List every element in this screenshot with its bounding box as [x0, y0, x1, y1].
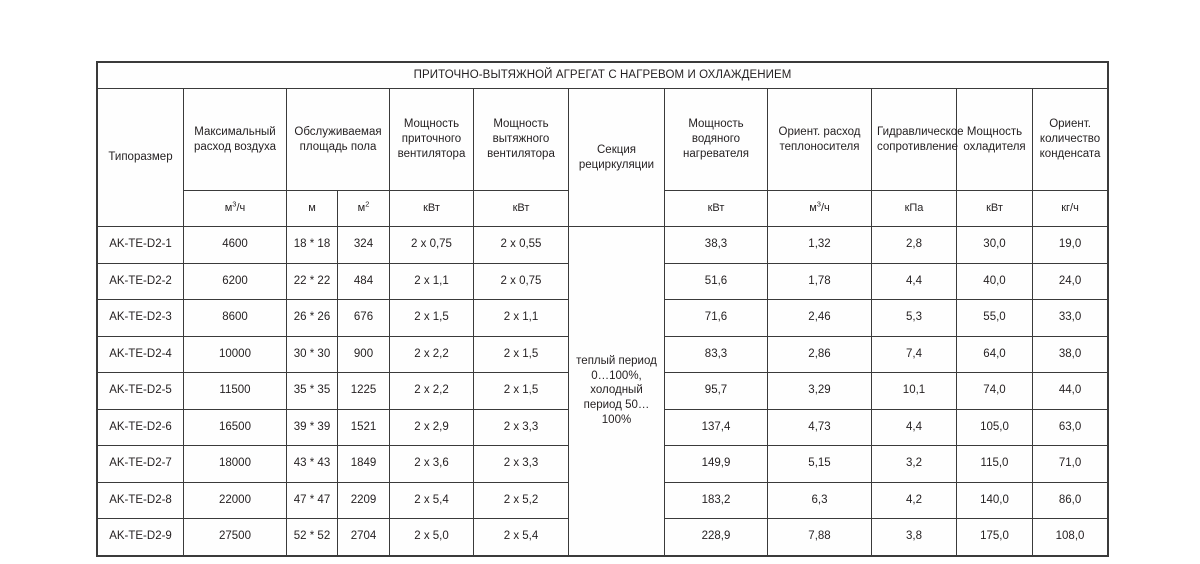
cell-cooler-power: 105,0	[957, 409, 1033, 446]
specification-sheet	[97, 62, 1107, 543]
cell-max-airflow: 22000	[184, 482, 287, 519]
cell-exhaust-fan-power: 2 x 5,2	[474, 482, 569, 519]
table-title-row	[98, 63, 1108, 89]
cell-hydraulic-resistance: 3,8	[872, 519, 957, 556]
cell-supply-fan-power: 2 x 2,9	[390, 409, 474, 446]
cell-cooler-power: 115,0	[957, 446, 1033, 483]
cell-condensate-amount: 44,0	[1033, 373, 1108, 410]
cell-served-side: 22 * 22	[287, 263, 338, 300]
cell-served-side: 26 * 26	[287, 300, 338, 337]
unit-supply-fan-power: кВт	[390, 191, 474, 227]
cell-hydraulic-resistance: 5,3	[872, 300, 957, 337]
cell-supply-fan-power: 2 x 5,0	[390, 519, 474, 556]
cell-served-area: 324	[338, 227, 390, 264]
cell-model: AK-TE-D2-5	[98, 373, 184, 410]
cell-exhaust-fan-power: 2 x 5,4	[474, 519, 569, 556]
cell-served-side: 18 * 18	[287, 227, 338, 264]
cell-water-heater-power: 183,2	[665, 482, 768, 519]
cell-condensate-amount: 86,0	[1033, 482, 1108, 519]
cell-hydraulic-resistance: 10,1	[872, 373, 957, 410]
cell-served-side: 35 * 35	[287, 373, 338, 410]
cell-supply-fan-power: 2 x 2,2	[390, 373, 474, 410]
column-header-coolant-flow: Ориент. расход теплоносителя	[768, 89, 872, 191]
cell-max-airflow: 18000	[184, 446, 287, 483]
cell-exhaust-fan-power: 2 x 3,3	[474, 409, 569, 446]
cell-supply-fan-power: 2 x 1,5	[390, 300, 474, 337]
cell-coolant-flow: 2,46	[768, 300, 872, 337]
cell-coolant-flow: 6,3	[768, 482, 872, 519]
cell-served-area: 900	[338, 336, 390, 373]
cell-recirculation-section: теплый период 0…100%, холодный период 50…100%	[569, 227, 665, 556]
cell-served-area: 484	[338, 263, 390, 300]
cell-max-airflow: 10000	[184, 336, 287, 373]
cell-hydraulic-resistance: 4,4	[872, 263, 957, 300]
cell-coolant-flow: 4,73	[768, 409, 872, 446]
cell-hydraulic-resistance: 4,2	[872, 482, 957, 519]
cell-coolant-flow: 2,86	[768, 336, 872, 373]
cell-hydraulic-resistance: 7,4	[872, 336, 957, 373]
cell-served-side: 52 * 52	[287, 519, 338, 556]
cell-condensate-amount: 38,0	[1033, 336, 1108, 373]
unit-exhaust-fan-power: кВт	[474, 191, 569, 227]
cell-model: AK-TE-D2-2	[98, 263, 184, 300]
cell-served-side: 43 * 43	[287, 446, 338, 483]
cell-model: AK-TE-D2-3	[98, 300, 184, 337]
unit-water-heater-power: кВт	[665, 191, 768, 227]
cell-coolant-flow: 1,32	[768, 227, 872, 264]
cell-max-airflow: 11500	[184, 373, 287, 410]
column-header-recirculation-section: Секция рециркуляции	[569, 89, 665, 227]
cell-cooler-power: 30,0	[957, 227, 1033, 264]
cell-served-area: 2209	[338, 482, 390, 519]
cell-max-airflow: 27500	[184, 519, 287, 556]
cell-max-airflow: 8600	[184, 300, 287, 337]
column-header-hydraulic-resistance: Гидравлическое сопротивление	[872, 89, 957, 191]
cell-supply-fan-power: 2 x 3,6	[390, 446, 474, 483]
cell-coolant-flow: 3,29	[768, 373, 872, 410]
column-header-max-airflow: Максимальный расход воздуха	[184, 89, 287, 191]
cell-cooler-power: 40,0	[957, 263, 1033, 300]
cell-max-airflow: 16500	[184, 409, 287, 446]
cell-exhaust-fan-power: 2 x 1,5	[474, 336, 569, 373]
cell-coolant-flow: 5,15	[768, 446, 872, 483]
unit-coolant-flow: $м^3/ч$	[768, 191, 872, 227]
unit-max-airflow: $м^3/ч$	[184, 191, 287, 227]
cell-exhaust-fan-power: 2 x 0,55	[474, 227, 569, 264]
cell-water-heater-power: 83,3	[665, 336, 768, 373]
cell-supply-fan-power: 2 x 2,2	[390, 336, 474, 373]
column-header-exhaust-fan-power: Мощность вытяжного вентилятора	[474, 89, 569, 191]
unit-cooler-power: кВт	[957, 191, 1033, 227]
cell-cooler-power: 55,0	[957, 300, 1033, 337]
header-group-row	[98, 89, 1108, 191]
cell-supply-fan-power: 2 x 1,1	[390, 263, 474, 300]
cell-water-heater-power: 38,3	[665, 227, 768, 264]
cell-condensate-amount: 33,0	[1033, 300, 1108, 337]
cell-water-heater-power: 228,9	[665, 519, 768, 556]
cell-model: AK-TE-D2-7	[98, 446, 184, 483]
cell-exhaust-fan-power: 2 x 3,3	[474, 446, 569, 483]
cell-hydraulic-resistance: 2,8	[872, 227, 957, 264]
cell-served-area: 1225	[338, 373, 390, 410]
column-header-supply-fan-power: Мощность приточного вентилятора	[390, 89, 474, 191]
cell-model: AK-TE-D2-1	[98, 227, 184, 264]
cell-condensate-amount: 71,0	[1033, 446, 1108, 483]
cell-water-heater-power: 71,6	[665, 300, 768, 337]
cell-model: AK-TE-D2-6	[98, 409, 184, 446]
cell-max-airflow: 4600	[184, 227, 287, 264]
table-title: ПРИТОЧНО-ВЫТЯЖНОЙ АГРЕГАТ С НАГРЕВОМ И ОХЛАЖДЕНИЕМ	[98, 63, 1108, 89]
cell-coolant-flow: 7,88	[768, 519, 872, 556]
cell-max-airflow: 6200	[184, 263, 287, 300]
column-header-model: Типоразмер	[98, 89, 184, 227]
column-header-cooler-power: Мощность охладителя	[957, 89, 1033, 191]
cell-served-area: 2704	[338, 519, 390, 556]
cell-cooler-power: 175,0	[957, 519, 1033, 556]
cell-condensate-amount: 19,0	[1033, 227, 1108, 264]
cell-water-heater-power: 51,6	[665, 263, 768, 300]
cell-water-heater-power: 149,9	[665, 446, 768, 483]
cell-water-heater-power: 95,7	[665, 373, 768, 410]
cell-served-side: 47 * 47	[287, 482, 338, 519]
unit-hydraulic-resistance: кПа	[872, 191, 957, 227]
unit-condensate-amount: кг/ч	[1033, 191, 1108, 227]
cell-hydraulic-resistance: 4,4	[872, 409, 957, 446]
cell-model: AK-TE-D2-4	[98, 336, 184, 373]
cell-served-area: 676	[338, 300, 390, 337]
cell-condensate-amount: 63,0	[1033, 409, 1108, 446]
cell-cooler-power: 140,0	[957, 482, 1033, 519]
unit-served-side: м	[287, 191, 338, 227]
cell-served-side: 30 * 30	[287, 336, 338, 373]
cell-coolant-flow: 1,78	[768, 263, 872, 300]
column-header-served-area: Обслуживаемая площадь пола	[287, 89, 390, 191]
column-header-condensate-amount: Ориент. количество конденсата	[1033, 89, 1108, 191]
cell-model: AK-TE-D2-9	[98, 519, 184, 556]
unit-served-area: $м^2$	[338, 191, 390, 227]
cell-condensate-amount: 108,0	[1033, 519, 1108, 556]
cell-served-side: 39 * 39	[287, 409, 338, 446]
cell-served-area: 1521	[338, 409, 390, 446]
cell-supply-fan-power: 2 x 0,75	[390, 227, 474, 264]
cell-exhaust-fan-power: 2 x 1,1	[474, 300, 569, 337]
cell-condensate-amount: 24,0	[1033, 263, 1108, 300]
cell-cooler-power: 74,0	[957, 373, 1033, 410]
cell-exhaust-fan-power: 2 x 0,75	[474, 263, 569, 300]
cell-served-area: 1849	[338, 446, 390, 483]
column-header-water-heater-power: Мощность водяного нагревателя	[665, 89, 768, 191]
cell-exhaust-fan-power: 2 x 1,5	[474, 373, 569, 410]
cell-hydraulic-resistance: 3,2	[872, 446, 957, 483]
specification-table	[97, 62, 1108, 556]
table-row	[98, 227, 1108, 264]
cell-cooler-power: 64,0	[957, 336, 1033, 373]
cell-water-heater-power: 137,4	[665, 409, 768, 446]
cell-supply-fan-power: 2 x 5,4	[390, 482, 474, 519]
table-body	[98, 63, 1108, 556]
cell-model: AK-TE-D2-8	[98, 482, 184, 519]
